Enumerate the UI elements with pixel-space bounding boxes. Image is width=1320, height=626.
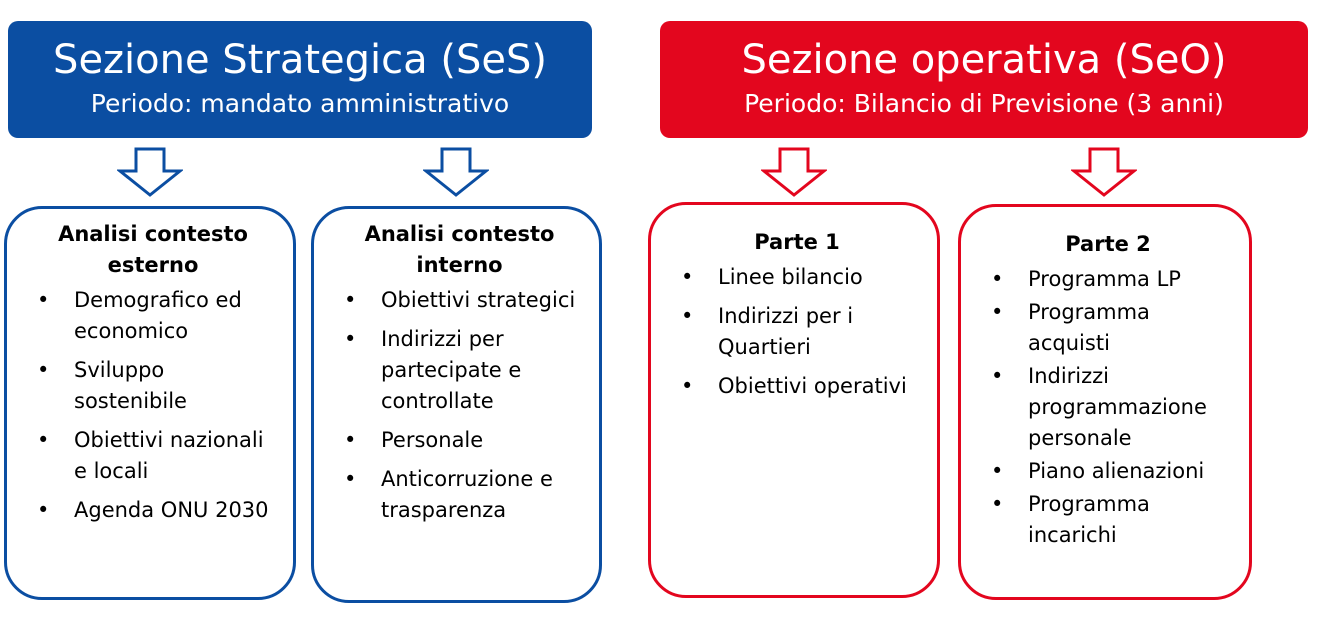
bullet-icon: • [991,492,1004,516]
box-internal-context [311,206,602,603]
list-item-text: Programma acquisti [1028,300,1150,355]
box-heading: Analisi contesto interno [364,222,555,277]
bullet-icon: • [37,288,50,312]
list-item [983,361,1233,454]
bullet-icon: • [991,459,1004,483]
bullet-icon: • [344,327,357,351]
list-item [29,285,277,347]
bullet-list [29,285,277,526]
bullet-list [673,262,921,402]
list-item-text: Programma incarichi [1028,492,1150,547]
list-item [983,297,1233,359]
box-external-context [4,206,296,600]
list-item [336,324,583,417]
down-arrow-icon [761,147,827,197]
list-item-text: Linee bilancio [718,265,863,289]
list-item [983,264,1233,295]
seo-title: Sezione operativa (SeO) [741,37,1227,83]
box-part-1 [648,202,940,598]
list-item-text: Indirizzi per i Quartieri [718,304,854,359]
bullet-list [983,264,1233,551]
down-arrow-icon [423,147,489,197]
down-arrow-icon [1071,147,1137,197]
list-item [673,371,921,402]
list-item-text: Indirizzi programmazione personale [1028,364,1207,450]
bullet-icon: • [344,467,357,491]
bullet-icon: • [681,304,694,328]
box-heading: Analisi contesto esterno [58,222,248,277]
list-item-text: Piano alienazioni [1028,459,1205,483]
box-heading: Parte 2 [1065,232,1151,256]
bullet-icon: • [37,358,50,382]
list-item-text: Personale [381,428,484,452]
bullet-icon: • [344,288,357,312]
list-item [336,464,583,526]
list-item [336,425,583,456]
list-item-text: Demografico ed economico [74,288,242,343]
list-item-text: Obiettivi strategici [381,288,576,312]
list-item [673,301,921,363]
ses-header [8,21,592,138]
list-item [29,355,277,417]
list-item-text: Programma LP [1028,267,1181,291]
bullet-icon: • [991,267,1004,291]
seo-header [660,21,1308,138]
list-item [983,456,1233,487]
list-item [673,262,921,293]
bullet-icon: • [37,428,50,452]
list-item [336,285,583,316]
seo-subtitle: Periodo: Bilancio di Previsione (3 anni) [744,89,1224,118]
list-item-text: Anticorruzione e trasparenza [381,467,553,522]
box-part-2 [958,204,1252,600]
bullet-icon: • [991,364,1004,388]
bullet-icon: • [37,498,50,522]
box-heading: Parte 1 [754,230,840,254]
list-item [29,495,277,526]
list-item-text: Indirizzi per partecipate e controllate [381,327,522,413]
bullet-icon: • [681,265,694,289]
list-item-text: Agenda ONU 2030 [74,498,269,522]
list-item-text: Obiettivi operativi [718,374,907,398]
bullet-icon: • [681,374,694,398]
list-item [29,425,277,487]
down-arrow-icon [117,147,183,197]
bullet-icon: • [344,428,357,452]
bullet-icon: • [991,300,1004,324]
list-item [983,489,1233,551]
ses-subtitle: Periodo: mandato amministrativo [90,89,510,118]
list-item-text: Sviluppo sostenibile [74,358,187,413]
list-item-text: Obiettivi nazionali e locali [74,428,264,483]
ses-title: Sezione Strategica (SeS) [53,37,547,83]
bullet-list [336,285,583,526]
